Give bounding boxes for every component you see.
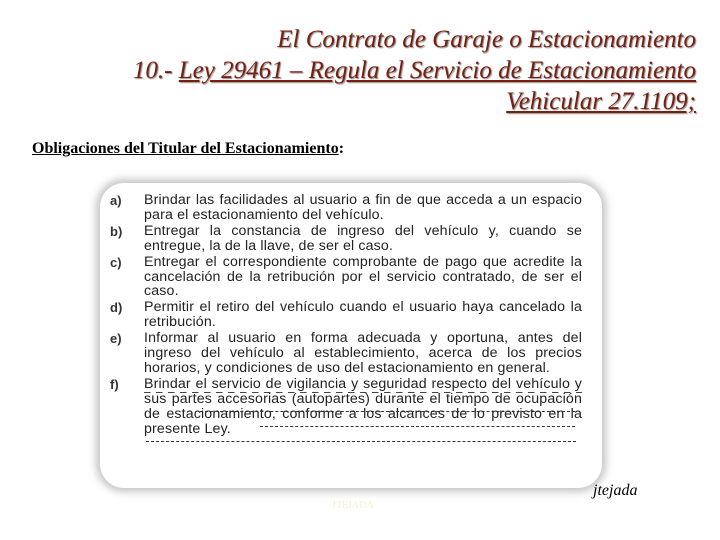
- slide-title: [6, 24, 696, 117]
- title-number: 10.-: [132, 57, 179, 84]
- obligation-letter: d): [110, 300, 123, 316]
- section-heading-colon: :: [338, 140, 345, 157]
- obligation-text: Informar al usuario en forma adecuada y oportuna, antes del ingreso del vehículo al establecimiento, acerca de los precios horarios, y condiciones de uso del estacionamiento en general.: [144, 330, 582, 376]
- obligation-item-f: [110, 377, 582, 437]
- author-name: jtejada: [593, 482, 638, 499]
- obligation-item-c: [110, 255, 582, 300]
- obligation-text: Permitir el retiro del vehículo cuando el usuario haya cancelado la retribución.: [144, 299, 582, 331]
- obligation-item-b: [110, 224, 582, 254]
- title-line-2: [6, 55, 696, 86]
- dashed-underline-3: [146, 441, 576, 442]
- obligations-list: [110, 193, 582, 438]
- dashed-underline-1: [200, 411, 575, 412]
- obligation-letter: c): [110, 254, 122, 270]
- obligations-card: [100, 183, 602, 488]
- faint-watermark: JTEJADA: [332, 500, 374, 511]
- obligation-text: Entregar el correspondiente comprobante de pago que acredite la cancelación de la retribución por el servicio contratado, de ser el caso.: [144, 253, 582, 300]
- obligation-letter: b): [110, 223, 123, 239]
- obligation-letter: e): [110, 331, 122, 347]
- obligation-text: Entregar la constancia de ingreso del vehículo y, cuando se entregue, la de la llave, de ser el caso.: [144, 222, 582, 254]
- obligation-item-e: [110, 331, 582, 376]
- obligation-text: Brindar el servicio de vigilancia y seguridad respecto del vehículo y sus partes accesorias (autopartes) durante el tiempo de ocupación de estacionamiento, conforme a los alcances de lo previsto en la presente Ley.: [144, 375, 582, 437]
- section-heading-label: Obligaciones del Titular del Estacionamiento: [32, 140, 339, 157]
- dashed-underline-2: [260, 426, 575, 427]
- obligation-letter: a): [110, 193, 122, 208]
- obligation-letter: f): [110, 376, 119, 392]
- obligation-item-d: [110, 300, 582, 330]
- obligation-text: Brindar las facilidades al usuario a fin de que acceda a un espacio para el estacionamiento del vehículo.: [144, 192, 582, 223]
- title-law-name: Ley 29461 – Regula el Servicio de Estacionamiento: [178, 57, 696, 84]
- title-line-1: El Contrato de Garaje o Estacionamiento: [277, 26, 696, 53]
- section-heading: [32, 140, 344, 158]
- title-line-3: Vehicular 27.1109;: [506, 88, 696, 115]
- obligation-item-a: [110, 193, 582, 223]
